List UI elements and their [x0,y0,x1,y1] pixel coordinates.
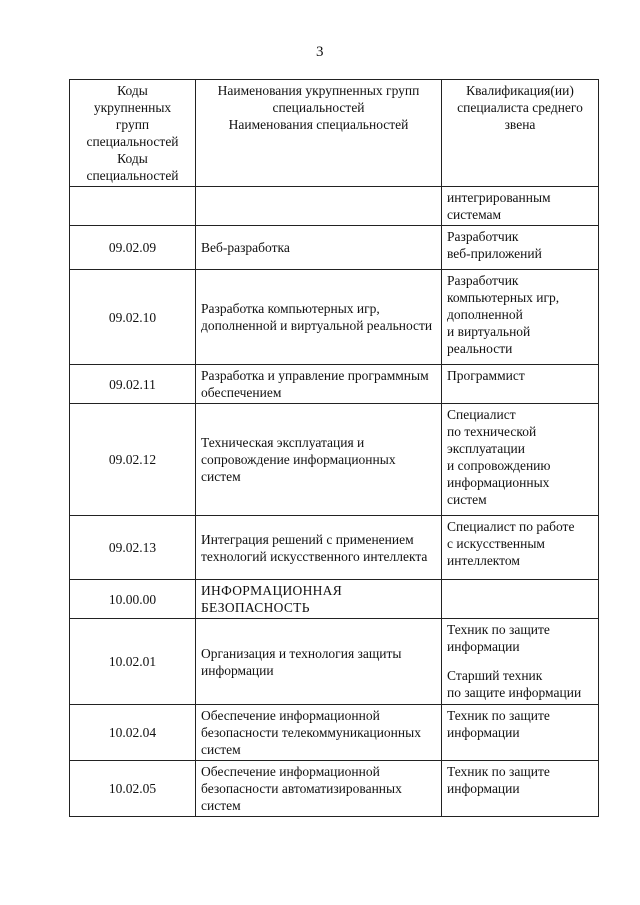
page-number: 3 [316,44,324,60]
table-row [70,404,599,516]
qual-line: компьютерных игр, [447,290,560,305]
qual-line: реальности [447,341,513,356]
group-code: 10.00.00 [70,580,196,619]
qual-line: системам [447,207,502,222]
header-names-line: Наименования укрупненных групп [217,83,420,98]
qual-line: информации [447,725,520,740]
row-qualification [442,619,599,705]
row-qualification [442,516,599,580]
header-qual-line: специалиста среднего [457,100,583,115]
qual-line: по защите информации [447,685,582,700]
row-qualification [442,270,599,365]
specialties-table [69,79,599,817]
qual-line: информации [447,639,520,654]
qual-line: Специалист по работе [447,519,575,534]
row-code: 09.02.13 [70,516,196,580]
qual-line: Техник по защите [447,708,550,723]
qual-line: систем [447,492,487,507]
qual-line: информационных [447,475,550,490]
qual-line: Разработчик [447,229,519,244]
qual-spacer [447,655,593,667]
qual-line: дополненной [447,307,523,322]
table-row [70,516,599,580]
row-name: Техническая эксплуатация и сопровождение информационных систем [196,404,442,516]
qual-line: по технической [447,424,537,439]
row-qualification [442,761,599,817]
header-qualifications [442,80,599,187]
row-code: 10.02.05 [70,761,196,817]
row-code [70,187,196,226]
table-row [70,705,599,761]
row-code: 09.02.12 [70,404,196,516]
qual-line: Специалист [447,407,516,422]
table-row [70,761,599,817]
row-code: 10.02.01 [70,619,196,705]
row-qualification [442,705,599,761]
row-qualification [442,187,599,226]
qual-line: и сопровождению [447,458,551,473]
header-codes [70,80,196,187]
header-qual-line: звена [504,117,536,132]
row-code: 10.02.04 [70,705,196,761]
header-codes-line: укрупненных [93,100,172,115]
qual-line: эксплуатации [447,441,525,456]
row-name: Разработка компьютерных игр, дополненной и виртуальной реальности [196,270,442,365]
header-codes-line: групп [115,117,150,132]
group-row [70,580,599,619]
header-codes-line: специальностей [86,134,179,149]
row-name: Обеспечение информационной безопасности автоматизированных систем [196,761,442,817]
row-qualification [442,226,599,270]
table-row [70,187,599,226]
table-row [70,226,599,270]
row-name: Интеграция решений с применением технологий искусственного интеллекта [196,516,442,580]
header-qual-line: Квалификация(ии) [466,83,574,98]
qual-line: интеллектом [447,553,520,568]
table-header-row [70,80,599,187]
header-names-line: Наименования специальностей [228,117,409,132]
row-qualification [442,404,599,516]
qual-line: Программист [447,368,525,383]
row-code: 09.02.10 [70,270,196,365]
header-names [196,80,442,187]
table-row [70,270,599,365]
table-row [70,619,599,705]
qual-line: информации [447,781,520,796]
header-codes-line: Коды [117,151,148,166]
row-name [196,187,442,226]
qual-line: веб-приложений [447,246,542,261]
group-name: ИНФОРМАЦИОННАЯ БЕЗОПАСНОСТЬ [196,580,442,619]
row-name: Разработка и управление программным обеспечением [196,365,442,404]
row-qualification [442,365,599,404]
qual-line: Старший техник [447,668,543,683]
qual-line: Разработчик [447,273,519,288]
header-codes-line: Коды [117,83,148,98]
row-qualification [442,580,599,619]
row-name: Организация и технология защиты информации [196,619,442,705]
row-name: Веб-разработка [196,226,442,270]
header-codes-line: специальностей [86,168,179,183]
row-code: 09.02.09 [70,226,196,270]
qual-line: с искусственным [447,536,545,551]
header-names-line: специальностей [272,100,365,115]
qual-line: интегрированным [447,190,551,205]
qual-line: Техник по защите [447,622,550,637]
row-name: Обеспечение информационной безопасности телекоммуникационных систем [196,705,442,761]
row-code: 09.02.11 [70,365,196,404]
qual-line: и виртуальной [447,324,531,339]
table-row [70,365,599,404]
qual-line: Техник по защите [447,764,550,779]
